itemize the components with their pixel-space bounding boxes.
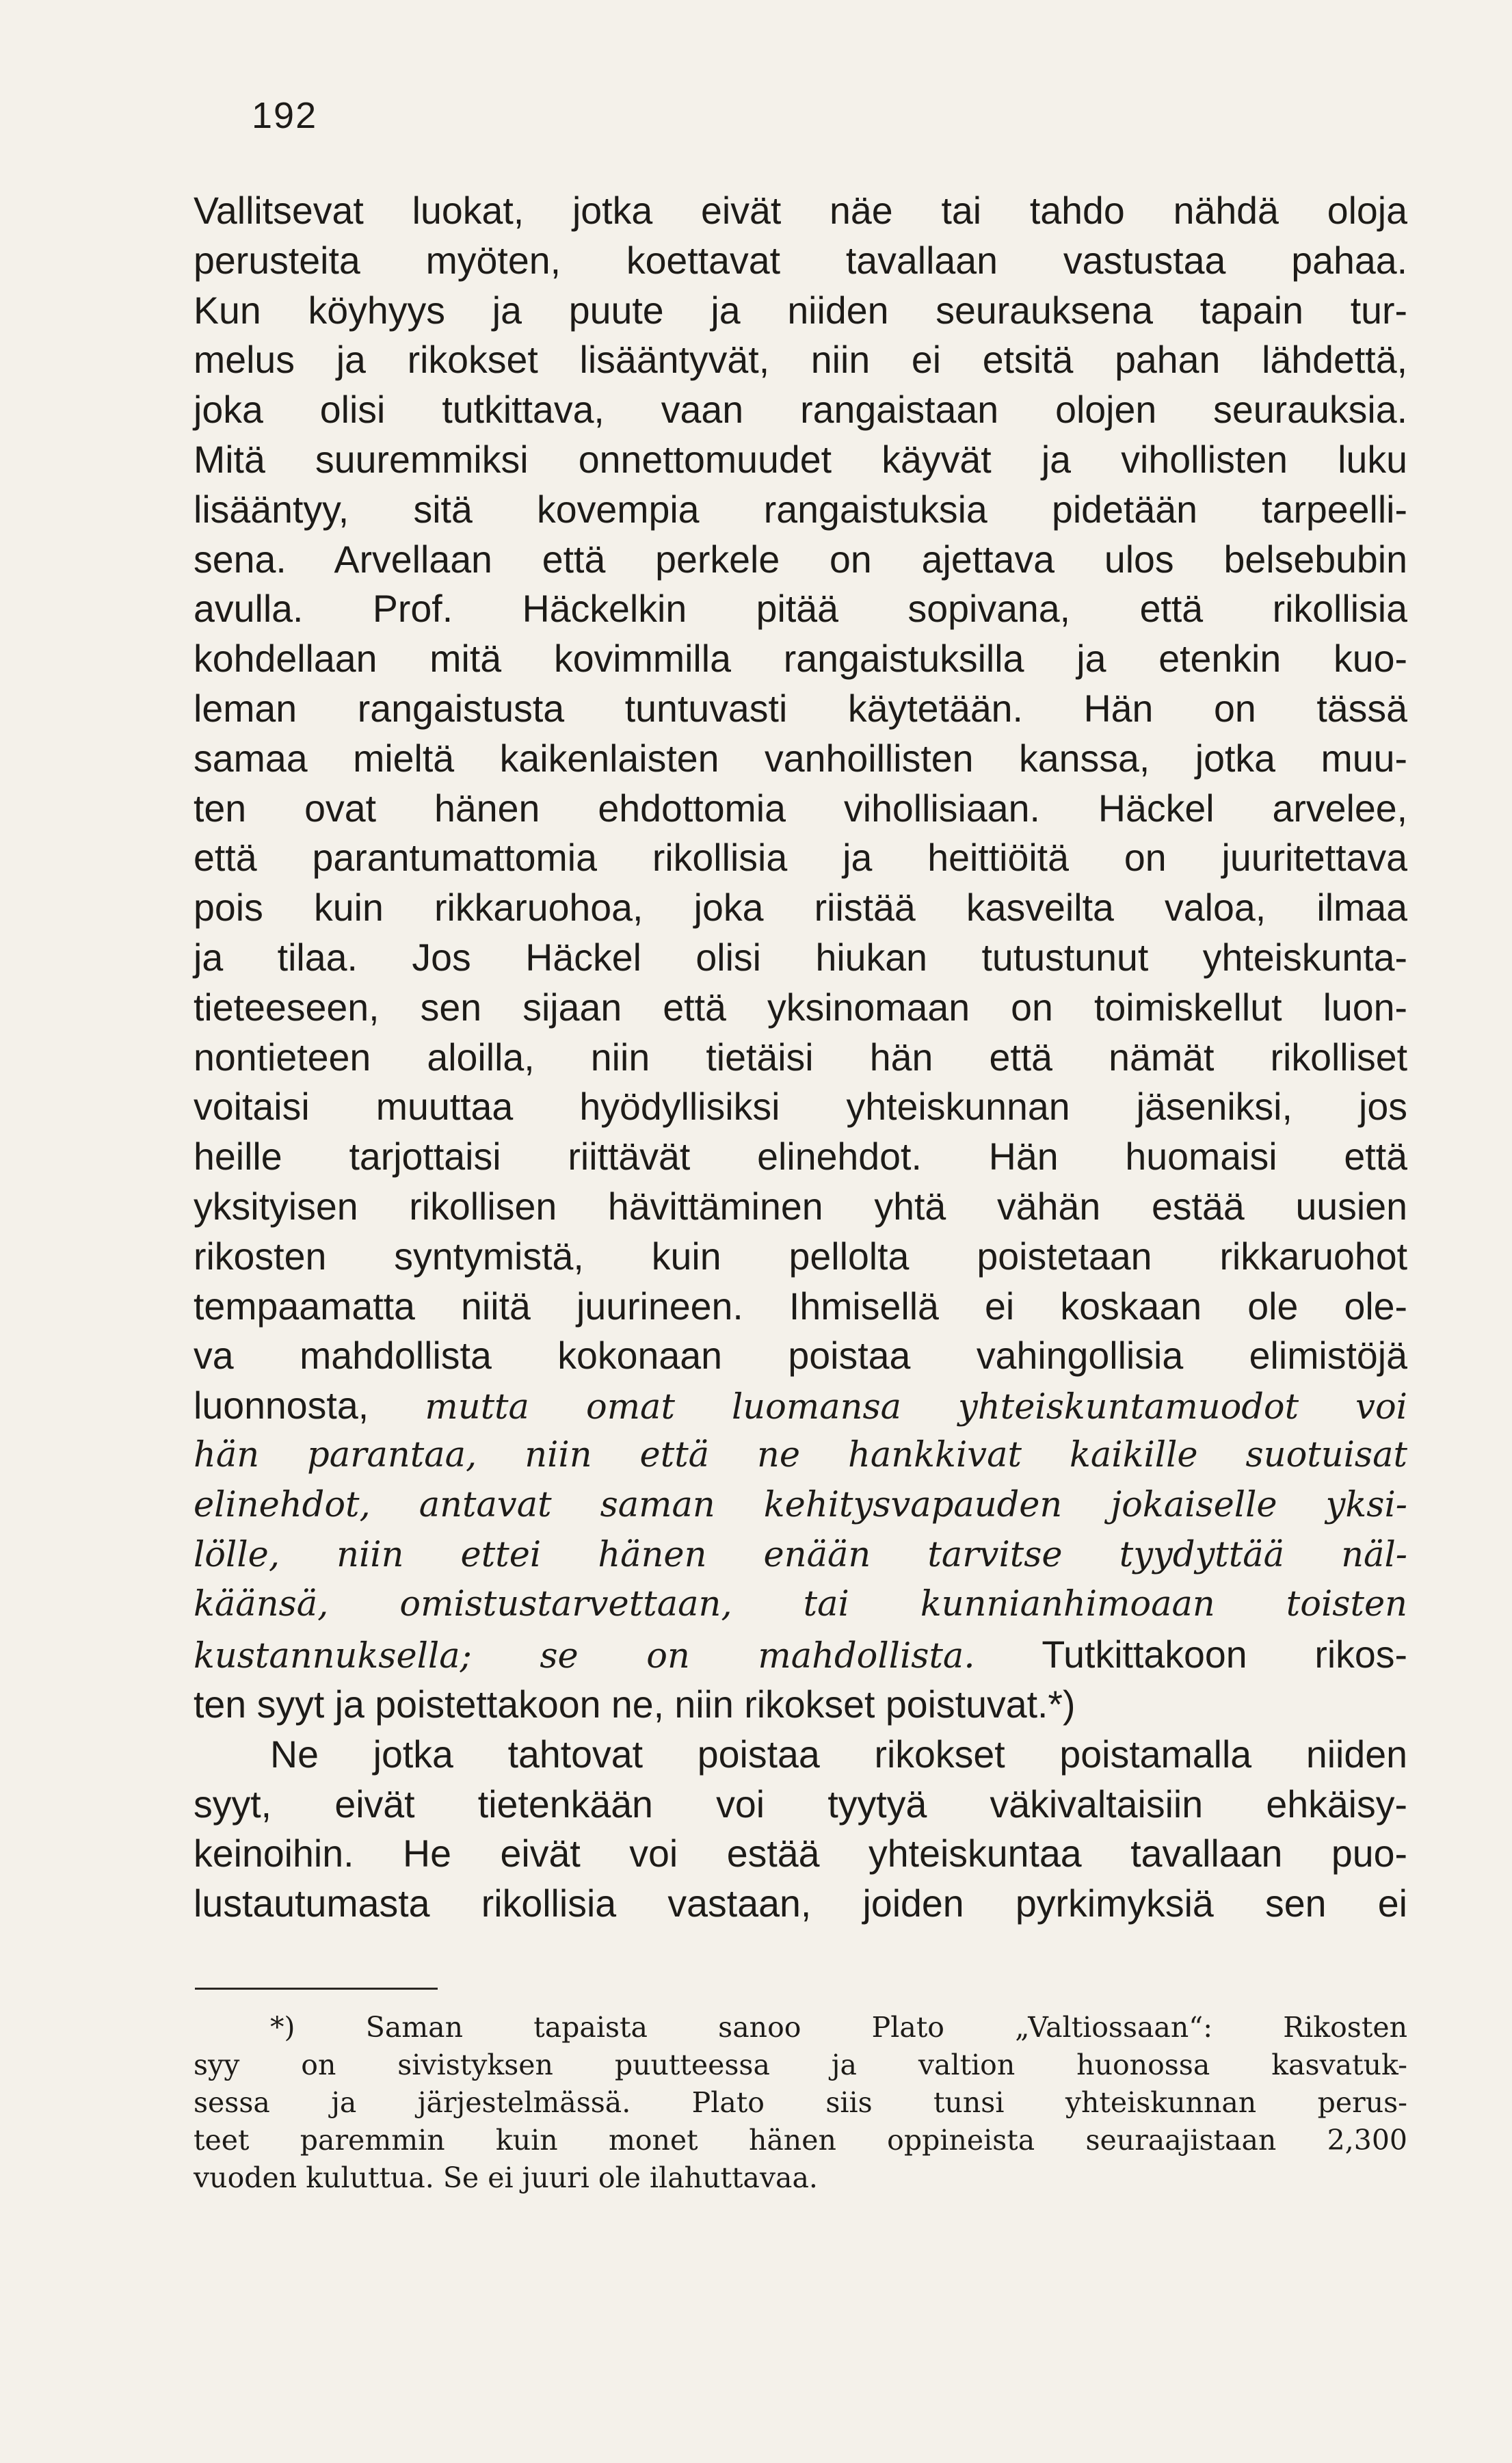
footnote-line: *) Saman tapaista sanoo Plato „Valtiossaan“: Rikosten xyxy=(270,2011,1407,2044)
italic-line: elinehdot, antavat saman kehitysvapauden jokaiselle yksi- xyxy=(194,1484,1407,1525)
italic-line: lölle, niin ettei hänen enään tarvitse tyydyttää näl- xyxy=(194,1534,1407,1575)
text-line: ja tilaa. Jos Häckel olisi hiukan tutustunut yhteiskunta- xyxy=(194,936,1407,979)
footnote-line: teet paremmin kuin monet hänen oppineista seuraajistaan 2,300 xyxy=(194,2124,1407,2157)
text-line: Vallitsevat luokat, jotka eivät näe tai tahdo nähdä oloja xyxy=(194,189,1407,232)
footnote-line: sessa ja järjestelmässä. Plato siis tunsi yhteiskunnan perus- xyxy=(194,2086,1407,2119)
text-line: pois kuin rikkaruohoa, joka riistää kasveilta valoa, ilmaa xyxy=(194,886,1407,930)
text-line: Mitä suuremmiksi onnettomuudet käyvät ja vihollisten luku xyxy=(194,438,1407,481)
footnote-line: vuoden kuluttua. Se ei juuri ole ilahuttavaa. xyxy=(194,2161,818,2194)
text-line: avulla. Prof. Häckelkin pitää sopivana, että rikollisia xyxy=(194,588,1407,631)
roman-segment: Tutkittakoon rikos- xyxy=(974,1633,1407,1676)
italic-line: hän parantaa, niin että ne hankkivat kaikille suotuisat xyxy=(194,1434,1407,1475)
text-line: leman rangaistusta tuntuvasti käytetään. Hän on tässä xyxy=(194,687,1407,730)
text-line: joka olisi tutkittava, vaan rangaistaan olojen seurauksia. xyxy=(194,388,1407,432)
italic-segment: mutta omat luomansa yhteiskuntamuodot voi xyxy=(425,1387,1407,1428)
text-line: voitaisi muuttaa hyödyllisiksi yhteiskunnan jäseniksi, jos xyxy=(194,1085,1407,1129)
footnote-divider xyxy=(195,1988,438,1990)
text-line: rikosten syntymistä, kuin pellolta poistetaan rikkaruohot xyxy=(194,1235,1407,1278)
page-number: 192 xyxy=(252,95,318,136)
text-line: kohdellaan mitä kovimmilla rangaistuksilla ja etenkin kuo- xyxy=(194,637,1407,681)
text-line: samaa mieltä kaikenlaisten vanhoillisten kanssa, jotka muu- xyxy=(194,737,1407,780)
text-line: tieteeseen, sen sijaan että yksinomaan on toimiskellut luon- xyxy=(194,986,1407,1029)
text-line: ten syyt ja poistettakoon ne, niin rikokset poistuvat.*) xyxy=(194,1683,1076,1726)
text-line: lisääntyy, sitä kovempia rangaistuksia pidetään tarpeelli- xyxy=(194,488,1407,531)
main-text xyxy=(194,186,1407,1929)
text-line: sena. Arvellaan että perkele on ajettava ulos belsebubin xyxy=(194,538,1407,581)
text-line-mixed xyxy=(194,1381,1407,1431)
footnote-line: syy on sivistyksen puutteessa ja valtion huonossa kasvatuk- xyxy=(194,2049,1407,2081)
text-line: keinoihin. He eivät voi estää yhteiskuntaa tavallaan puo- xyxy=(194,1832,1407,1875)
paragraph-start-line: Ne jotka tahtovat poistaa rikokset poistamalla niiden xyxy=(270,1733,1407,1776)
text-line: lustautumasta rikollisia vastaan, joiden pyrkimyksiä sen ei xyxy=(194,1882,1407,1925)
footnote xyxy=(194,2009,1407,2197)
italic-line: käänsä, omistustarvettaan, tai kunnianhimoaan toisten xyxy=(194,1584,1407,1625)
text-line-mixed xyxy=(194,1630,1407,1680)
text-line: melus ja rikokset lisääntyvät, niin ei etsitä pahan lähdettä, xyxy=(194,339,1407,382)
text-line: nontieteen aloilla, niin tietäisi hän että nämät rikolliset xyxy=(194,1036,1407,1079)
text-line: yksityisen rikollisen hävittäminen yhtä vähän estää uusien xyxy=(194,1185,1407,1228)
text-line: syyt, eivät tietenkään voi tyytyä väkivaltaisiin ehkäisy- xyxy=(194,1782,1407,1826)
text-line: Kun köyhyys ja puute ja niiden seurauksena tapain tur- xyxy=(194,289,1407,332)
text-line: että parantumattomia rikollisia ja heittiöitä on juuritettava xyxy=(194,837,1407,880)
roman-segment: luonnosta, xyxy=(194,1384,425,1427)
text-line: va mahdollista kokonaan poistaa vahingollisia elimistöjä xyxy=(194,1334,1407,1378)
text-line: heille tarjottaisi riittävät elinehdot. Hän huomaisi että xyxy=(194,1135,1407,1178)
text-line: tempaamatta niitä juurineen. Ihmisellä ei koskaan ole ole- xyxy=(194,1285,1407,1328)
italic-segment: kustannuksella; se on mahdollista. xyxy=(194,1636,975,1677)
text-line: ten ovat hänen ehdottomia vihollisiaan. Häckel arvelee, xyxy=(194,787,1407,830)
text-line: perusteita myöten, koettavat tavallaan vastustaa pahaa. xyxy=(194,239,1407,282)
